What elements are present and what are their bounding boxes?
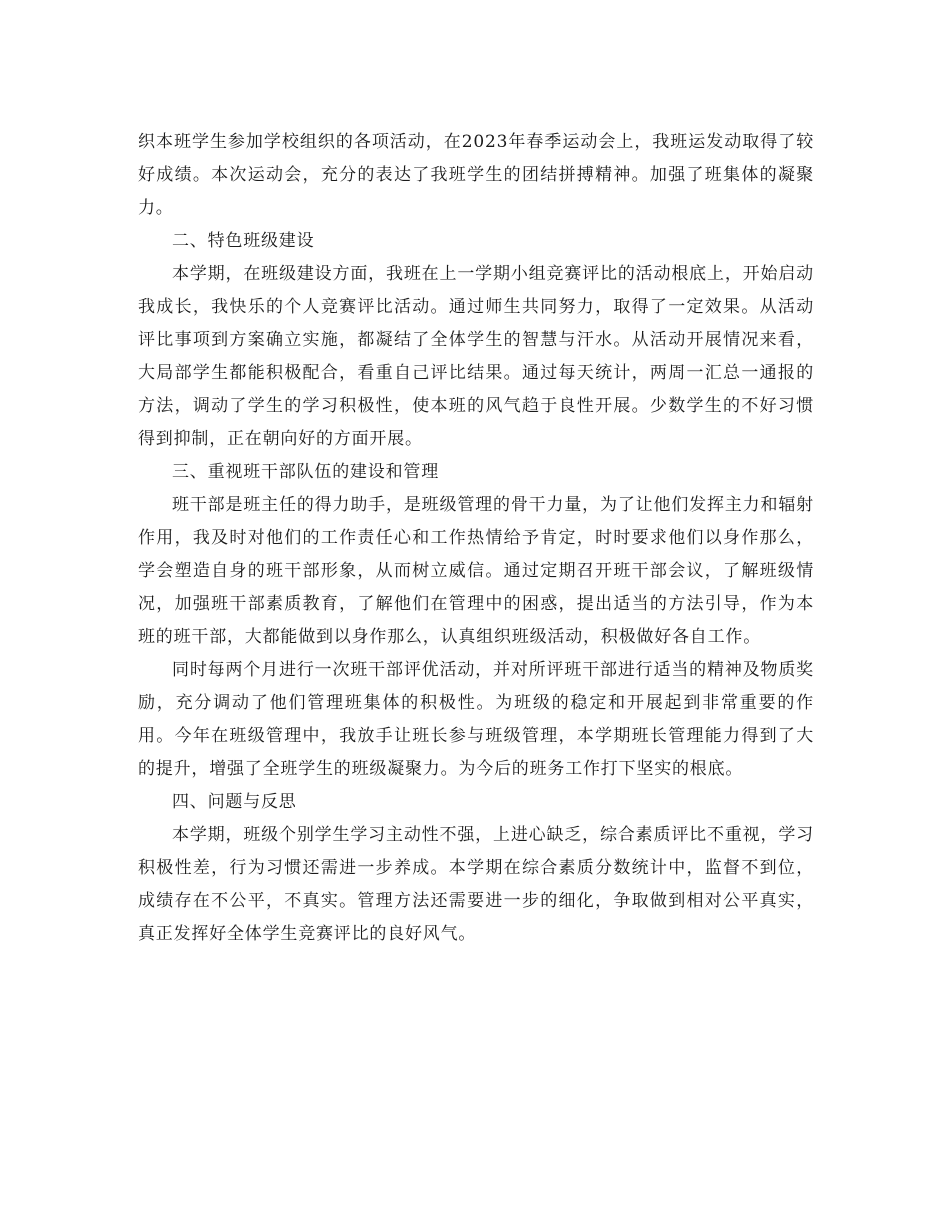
section-heading-characteristic-class: 二、特色班级建设: [172, 231, 315, 251]
section-heading-problems-reflection: 四、问题与反思: [172, 792, 297, 812]
section-paragraph-class-cadres-1: 班干部是班主任的得力助手，是班级管理的骨干力量，为了让他们发挥主力和辐射作用，我及时对他们的工作责任心和工作热情给予肯定，时时要求他们以身作那么，学会塑造自身的班干部形象，从而树立威信。通过定期召开班干部会议，了解班级情况，加强班干部素质教育，了解他们在管理中的困惑，提出适当的方法引导，作为本班的班干部，大都能做到以身作那么，认真组织班级活动，积极做好各自工作。: [138, 495, 814, 647]
section-paragraph-problems-reflection: 本学期，班级个别学生学习主动性不强，上进心缺乏，综合素质评比不重视，学习积极性差，行为习惯还需进一步养成。本学期在综合素质分数统计中，监督不到位，成绩存在不公平，不真实。管理方法还需要进一步的细化，争取做到相对公平真实，真正发挥好全体学生竞赛评比的良好风气。: [138, 825, 814, 944]
continuation-paragraph: 织本班学生参加学校组织的各项活动，在2023年春季运动会上，我班运发动取得了较好成绩。本次运动会，充分的表达了我班学生的团结拼搏精神。加强了班集体的凝聚力。: [138, 132, 814, 218]
section-heading-class-cadres: 三、重视班干部队伍的建设和管理: [172, 462, 439, 482]
section-paragraph-class-cadres-2: 同时每两个月进行一次班干部评优活动，并对所评班干部进行适当的精神及物质奖励，充分调动了他们管理班集体的积极性。为班级的稳定和开展起到非常重要的作用。今年在班级管理中，我放手让班长参与班级管理，本学期班长管理能力得到了大的提升，增强了全班学生的班级凝聚力。为今后的班务工作打下坚实的根底。: [138, 660, 814, 779]
document-page: [138, 126, 814, 951]
section-paragraph-characteristic-class: 本学期，在班级建设方面，我班在上一学期小组竞赛评比的活动根底上，开始启动我成长，我快乐的个人竞赛评比活动。通过师生共同努力，取得了一定效果。从活动评比事项到方案确立实施，都凝结了全体学生的智慧与汗水。从活动开展情况来看，大局部学生都能积极配合，看重自己评比结果。通过每天统计，两周一汇总一通报的方法，调动了学生的学习积极性，使本班的风气趋于良性开展。少数学生的不好习惯得到抑制，正在朝向好的方面开展。: [138, 264, 814, 449]
